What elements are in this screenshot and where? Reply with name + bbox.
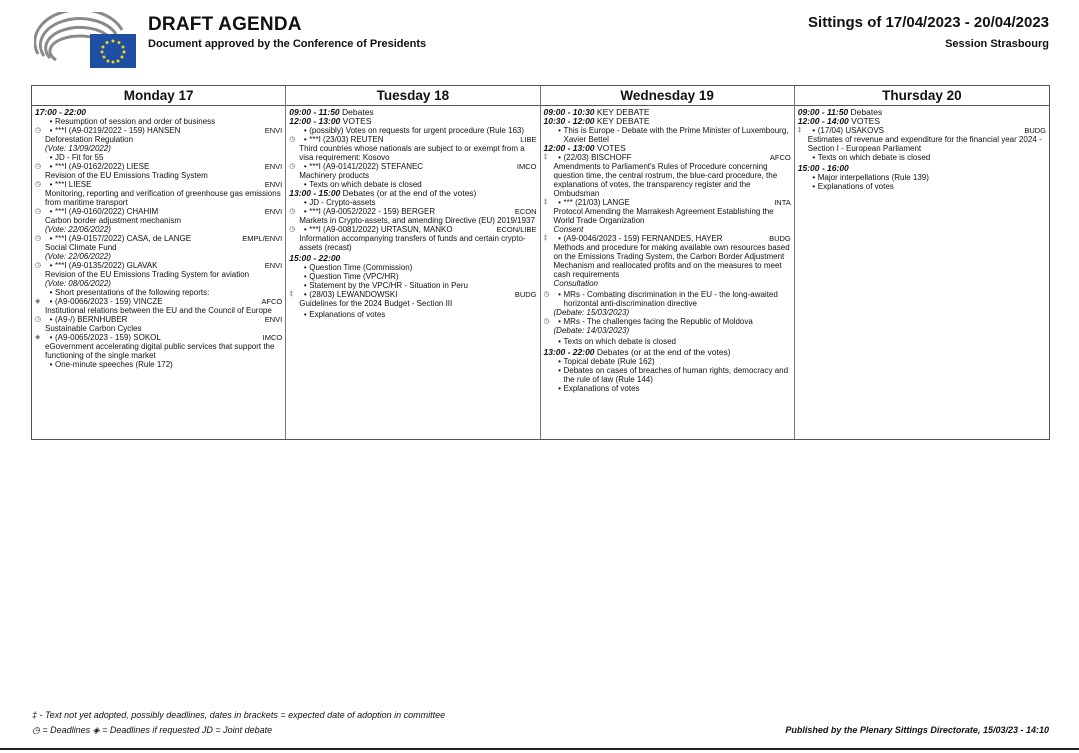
committee: AFCO [261,297,283,306]
report-title: ***I (A9-0052/2022 - 159) BERGER [309,207,436,216]
day-header: Monday 17 [32,86,285,106]
deadline-optional-icon: ◈ [35,298,41,305]
procedure-type: Consultation [553,279,598,288]
report-title: (22/03) BISCHOFF [563,153,632,162]
agenda-item: Topical debate (Rule 162) [563,357,655,366]
slot-title: VOTES [596,143,626,153]
slot-title: Debates (or at the end of the votes) [342,188,477,198]
deadline-clock-icon: ◷ [543,318,550,325]
committee: ENVI [264,315,283,324]
report-title: ***I (A9-0160/2022) CHAHIM [55,207,159,216]
day-column-monday: Monday 17 17:00 - 22:00 • Resumption of session and order of business ◷ • ***I (A9-0219/2022 - 159) HANSEN ENVI Deforestation Regulation (Vote: 13/09/2022) • JD - Fit for 55 ◷ • ***I (A9-0162/2022) LIESE ENVI Revision of the EU Emissions Trading System ◷ • ***I LIESE ENVI Monitoring, reporting and verification of greenhouse gas emissions from maritime transport ◷ • ***I (A9-0160/2022) CHAHIM ENVI Carbon border adjustment mechanism (Vote: 22/06/2022) ◷ • ***I (A9-0157/2022) CASA, de LANGE EMPL/ENVI Social Climate Fund (Vote: 22/06/2022) ◷ • ***I (A9-0135/2022) GLAVAK ENVI Revision of the EU Emissions Trading System for aviation (Vote: 08/06/2022) • Short presentations of the following reports: ◈ • (A9-0066/2023 - 159) VINCZE AFCO Institutional relations between the EU and the Council of Europe ◷ • (A9-/) BERNHUBER ENVI Sustainable Carbon Cycles ◈ • (A9-0065/2023 - 159) SOKOL IMCO eGovernment accelerating digital public services that support the functioning of the single market • One-minute speeches (Rule 172) [32,86,286,439]
joint-debate: JD - Fit for 55 [55,153,104,162]
agenda-item: Question Time (Commission) [309,263,413,272]
deadline-clock-icon: ◷ [35,163,42,170]
time-slot: 09:00 - 11:50 [289,107,340,117]
time-slot: 12:00 - 14:00 [797,116,849,126]
time-slot: 10:30 - 12:00 [543,116,595,126]
time-slot: 13:00 - 22:00 [543,347,595,357]
agenda-item: This is Europe - Debate with the Prime Minister of Luxembourg, Xavier Bettel [563,126,789,144]
slot-title: VOTES [342,116,372,126]
report-title: ***I (A9-0162/2022) LIESE [55,162,150,171]
footer-legend: ‡ - Text not yet adopted, possibly deadlines, dates in brackets = expected date of adoption in committee [32,710,446,720]
slot-title: Debates [850,107,883,117]
deadline-clock-icon: ◷ [35,181,42,188]
deadline-clock-icon: ◷ [543,291,550,298]
time-slot: 15:00 - 16:00 [797,163,849,173]
day-column-thursday: Thursday 20 09:00 - 11:50 Debates 12:00 - 14:00 VOTES ‡ • (17/04) USAKOVS BUDG Estimates of revenue and expenditure for the financial year 2024 - Section I - European Parliament • Texts on which debate is closed 15:00 - 16:00 • Major interpellations (Rule 139) • Explanations of votes [795,86,1049,439]
deadline-clock-icon: ◷ [289,163,296,170]
report-subject: Machinery products [299,171,370,180]
committee: LIBE [520,135,537,144]
slot-title: Debates [342,107,374,117]
vote-date: (Vote: 08/06/2022) [45,279,111,288]
committee: BUDG [514,290,537,299]
debate-date: (Debate: 14/03/2023) [553,326,630,335]
committee: ECON/LIBE [496,225,537,234]
agenda-item: MRs - The challenges facing the Republic of Moldova [563,317,753,326]
parliament-logo-icon [34,12,138,70]
eu-flag-icon [90,34,136,68]
slot-title: Debates (or at the end of the votes) [596,347,731,357]
report-subject: Protocol Amending the Marrakesh Agreement Establishing the World Trade Organization [553,207,774,225]
report-title: ***I (A9-0141/2022) STEFANEC [309,162,424,171]
agenda-item: One-minute speeches (Rule 172) [55,360,173,369]
report-title: ***I LIESE [55,180,92,189]
deadline-clock-icon: ◷ [35,208,42,215]
committee: BUDG [769,234,791,243]
bottom-divider [0,748,1079,750]
deadline-clock-icon: ◷ [289,208,296,215]
committee: ENVI [264,126,283,135]
document-subtitle: Document approved by the Conference of Presidents [148,38,427,50]
agenda-item: Explanations of votes [309,310,386,319]
report-subject: Revision of the EU Emissions Trading System [45,171,208,180]
committee: AFCO [769,153,791,162]
report-title: (28/03) LEWANDOWSKI [309,290,398,299]
procedure-type: Consent [553,225,584,234]
time-slot: 12:00 - 13:00 [289,116,341,126]
time-slot: 09:00 - 10:30 [543,107,595,117]
report-subject: Markets in Crypto-assets, and amending Directive (EU) 2019/1937 [299,216,535,225]
session-location: Session Strasbourg [945,38,1049,50]
report-title: *** (21/03) LANGE [563,198,630,207]
report-title: (A9-0065/2023 - 159) SOKOL [55,333,161,342]
report-subject: Monitoring, reporting and verification of greenhouse gas emissions from maritime transport [45,189,281,207]
slot-title: KEY DEBATE [596,107,650,117]
time-slot: 13:00 - 15:00 [289,188,341,198]
report-title: ***I (A9-0157/2022) CASA, de LANGE [55,234,192,243]
footer-legend-symbols: ◷ = Deadlines ◈ = Deadlines if requested JD = Joint debate [32,725,273,735]
agenda-item: Explanations of votes [817,182,894,191]
vote-date: (Vote: 22/06/2022) [45,225,111,234]
agenda-item: Texts on which debate is closed [817,153,931,162]
report-title: (A9-0066/2023 - 159) VINCZE [55,297,163,306]
committee: ENVI [264,162,283,171]
agenda-item: Debates on cases of breaches of human rights, democracy and the rule of law (Rule 144) [563,366,789,384]
committee: ENVI [264,261,283,270]
agenda-item: (possibly) Votes on requests for urgent procedure (Rule 163) [309,126,525,135]
day-header: Thursday 20 [795,86,1049,106]
day-column-tuesday: Tuesday 18 09:00 - 11:50 Debates 12:00 - 13:00 VOTES • (possibly) Votes on requests for urgent procedure (Rule 163) ◷ • ***I (23/03) REUTEN LIBE Third countries whose nationals are subject to or exempt from a visa requirement: Kosovo ◷ • ***I (A9-0141/2022) STEFANEC IMCO Machinery products • Texts on which debate is closed 13:00 - 15:00 Debates (or at the end of the votes) • JD - Crypto-assets ◷ • ***I (A9-0052/2022 - 159) BERGER ECON Markets in Crypto-assets, and amending Directive (EU) 2019/1937 ◷ • ***I (A9-0081/2022) URTASUN, MANKO ECON/LIBE Information accompanying transfers of funds and certain crypto-assets (recast) 15:00 - 22:00 • Question Time (Commission) • Question Time (VPC/HR) • Statement by the VPC/HR - Situation in Peru ‡ • (28/03) LEWANDOWSKI BUDG Guidelines for the 2024 Budget - Section III • Explanations of votes [286,86,540,439]
agenda-grid [31,85,1050,440]
agenda-item: Texts on which debate is closed [309,180,422,189]
report-subject: Carbon border adjustment mechanism [45,216,182,225]
time-slot: 12:00 - 13:00 [543,143,595,153]
agenda-item: Major interpellations (Rule 139) [817,173,929,182]
agenda-item: Resumption of session and order of business [55,117,216,126]
report-subject: eGovernment accelerating digital public services that support the functioning of the single market [45,342,275,360]
committee: INTA [774,198,791,207]
slot-title: KEY DEBATE [596,116,650,126]
agenda-item: Question Time (VPC/HR) [309,272,399,281]
day-column-wednesday: Wednesday 19 09:00 - 10:30 KEY DEBATE 10:30 - 12:00 KEY DEBATE • This is Europe - Debate with the Prime Minister of Luxembourg, Xavier Bettel 12:00 - 13:00 VOTES ‡ • (22/03) BISCHOFF AFCO Amendments to Parliament's Rules of Procedure concerning question time, the central rostrum, the blue-card procedure, the explanations of votes, the transparency register and the Ombudsman ‡ • *** (21/03) LANGE INTA Protocol Amending the Marrakesh Agreement Establishing the World Trade Organization Consent ‡ • (A9-0046/2023 - 159) FERNANDES, HAYER BUDG Methods and procedure for making available own resources based on the Emissions Trading System, the Carbon Border Adjustment Mechanism and reallocated profits and on the measures to meet cash requirements Consultation ◷ • MRs - Combating discrimination in the EU - the long-awaited horizontal anti-discrimination directive (Debate: 15/03/2023) ◷ • MRs - The challenges facing the Republic of Moldova (Debate: 14/03/2023) • Texts on which debate is closed 13:00 - 22:00 Debates (or at the end of the votes) • Topical debate (Rule 162) • Debates on cases of breaches of human rights, democracy and the rule of law (Rule 144) • Explanations of votes [541,86,795,439]
deadline-clock-icon: ◷ [289,226,296,233]
deadline-clock-icon: ◷ [35,262,42,269]
joint-debate: JD - Crypto-assets [309,198,376,207]
report-subject: Estimates of revenue and expenditure for the financial year 2024 - Section I - European Parliament [807,135,1042,153]
time-slot: 09:00 - 11:50 [797,107,849,117]
committee: ENVI [264,207,283,216]
vote-date: (Vote: 13/09/2022) [45,144,111,153]
report-title: ***I (A9-0081/2022) URTASUN, MANKO [309,225,453,234]
committee: BUDG [1024,126,1046,135]
slot-title: VOTES [851,116,880,126]
agenda-item: MRs - Combating discrimination in the EU - the long-awaited horizontal anti-discrimination directive [563,290,778,308]
committee: IMCO [262,333,283,342]
deadline-optional-icon: ◈ [35,334,41,341]
committee: EMPL/ENVI [242,234,283,243]
committee: IMCO [516,162,537,171]
report-subject: Methods and procedure for making available own resources based on the Emissions Trading System, the Carbon Border Adjustment Mechanism and reallocated profits and on the measures to meet cash requirements [553,243,790,279]
report-title: ***I (23/03) REUTEN [309,135,384,144]
agenda-item: Short presentations of the following reports: [55,288,210,297]
report-title: (17/04) USAKOVS [817,126,884,135]
deadline-clock-icon: ◷ [35,316,42,323]
day-header: Tuesday 18 [286,86,539,106]
deadline-clock-icon: ◷ [35,127,42,134]
report-title: (A9-/) BERNHUBER [55,315,128,324]
footer-published: Published by the Plenary Sittings Directorate, 15/03/23 - 14:10 [785,725,1049,735]
deadline-clock-icon: ◷ [35,235,42,242]
committee: ECON [514,207,537,216]
report-subject: Deforestation Regulation [45,135,134,144]
report-title: ***I (A9-0135/2022) GLAVAK [55,261,158,270]
report-subject: Amendments to Parliament's Rules of Procedure concerning question time, the central rostrum, the blue-card procedure, the explanations of votes, the transparency register and the Ombudsman [553,162,778,198]
debate-date: (Debate: 15/03/2023) [553,308,630,317]
agenda-item: Texts on which debate is closed [563,337,677,346]
report-title: (A9-0046/2023 - 159) FERNANDES, HAYER [563,234,723,243]
report-subject: Information accompanying transfers of funds and certain crypto-assets (recast) [299,234,526,252]
report-subject: Guidelines for the 2024 Budget - Section III [299,299,453,308]
report-title: ***I (A9-0219/2022 - 159) HANSEN [55,126,181,135]
agenda-item: Explanations of votes [563,384,640,393]
committee: ENVI [264,180,283,189]
time-slot: 17:00 - 22:00 [35,107,87,117]
agenda-item: Statement by the VPC/HR - Situation in Peru [309,281,468,290]
report-subject: Social Climate Fund [45,243,117,252]
report-subject: Third countries whose nationals are subject to or exempt from a visa requirement: Kosovo [299,144,525,162]
deadline-clock-icon: ◷ [289,136,296,143]
document-title: DRAFT AGENDA [148,14,302,35]
report-subject: Revision of the EU Emissions Trading System for aviation [45,270,250,279]
report-subject: Institutional relations between the EU and the Council of Europe [45,306,272,315]
day-header: Wednesday 19 [541,86,794,106]
time-slot: 15:00 - 22:00 [289,253,341,263]
sittings-dates: Sittings of 17/04/2023 - 20/04/2023 [808,14,1049,31]
report-subject: Sustainable Carbon Cycles [45,324,142,333]
vote-date: (Vote: 22/06/2022) [45,252,111,261]
